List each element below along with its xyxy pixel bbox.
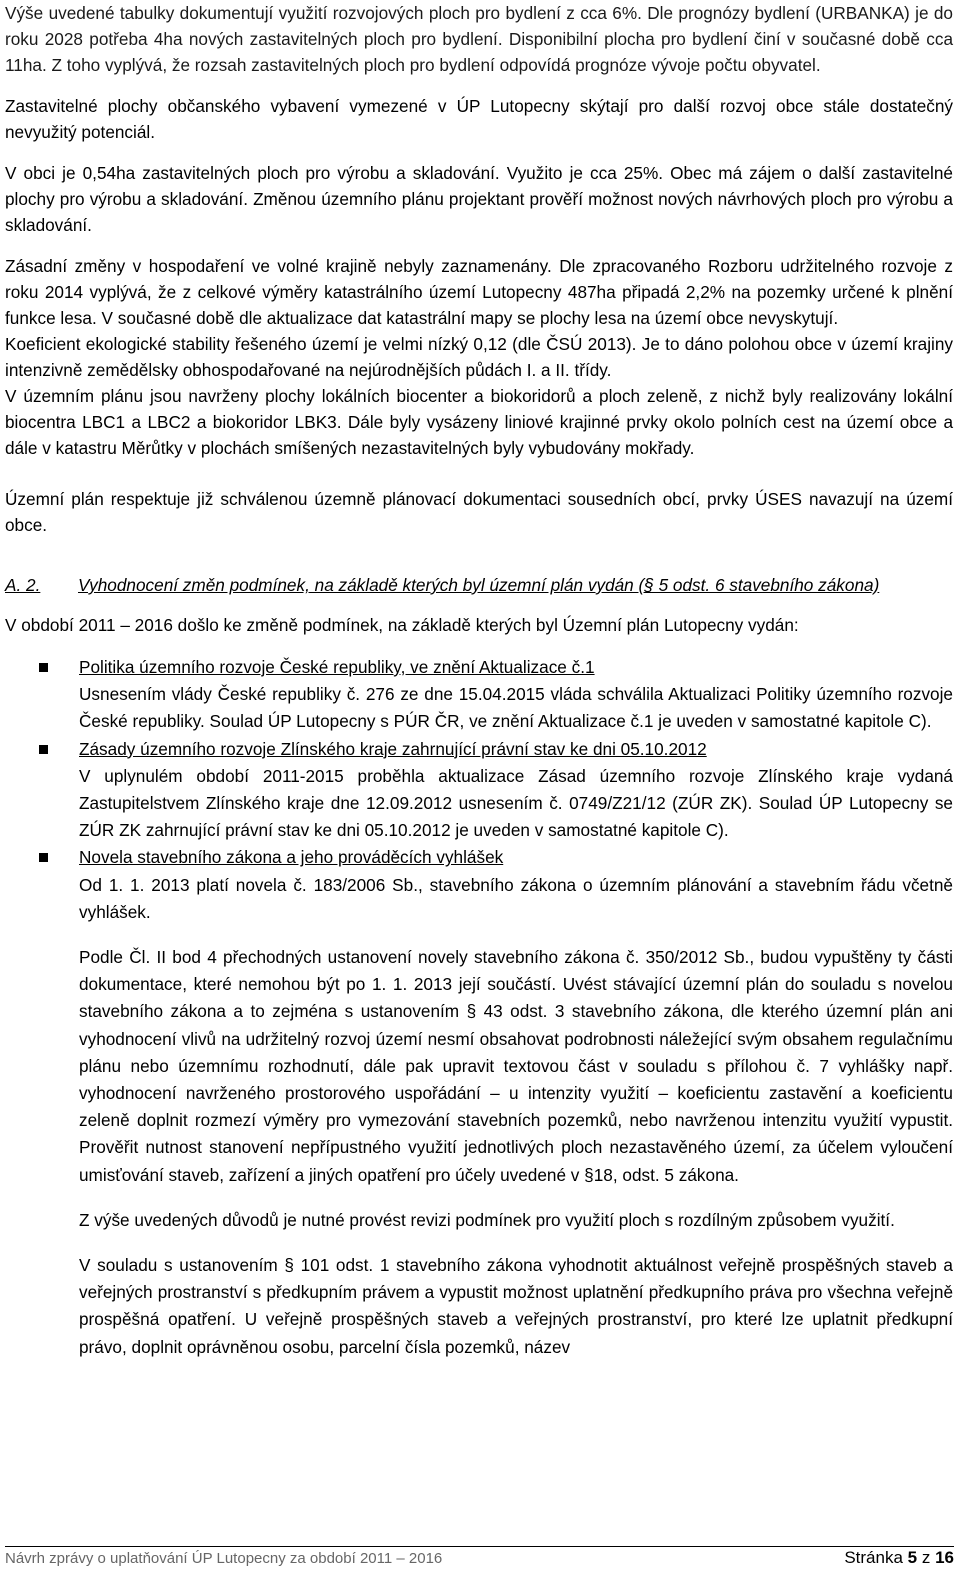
section-lead: V období 2011 – 2016 došlo ke změně podmínek, na základě kterých byl Územní plán Lutopecny vydán: bbox=[5, 615, 799, 635]
list-item-title: Politika územního rozvoje České republiky, ve znění Aktualizace č.1 bbox=[79, 657, 595, 677]
paragraph-production: V obci je 0,54ha zastavitelných ploch pro výrobu a skladování. Využito je cca 25%. Obec má zájem o další zastavitelné plochy pro výrobu a skladování. Změnou územního plánu projektant prověří možnost nových návrhových ploch pro výrobu a skladování. bbox=[5, 163, 953, 235]
section-number: A. 2. bbox=[5, 575, 41, 595]
intro-paragraph: Výše uvedené tabulky dokumentují využití rozvojových ploch pro bydlení z cca 6%. Dle prognózy bydlení (URBANKA) je do roku 2028 potřeba 4ha nových zastavitelných ploch pro bydlení. Disponibilní plocha pro bydlení činí v současné době cca 11ha. Z toho vyplývá, že rozsah zastavitelných ploch pro bydlení odpovídá prognóze vývoje počtu obyvatel. bbox=[5, 3, 953, 75]
footer-document-title: Návrh zprávy o uplatňování ÚP Lutopecny za období 2011 – 2016 bbox=[5, 1550, 443, 1567]
paragraph-neighbours: Územní plán respektuje již schválenou územně plánovací dokumentaci sousedních obcí, prvky ÚSES navazují na území obce. bbox=[5, 489, 953, 535]
section-title: Vyhodnocení změn podmínek, na základě kterých byl územní plán vydán (§ 5 odst. 6 stavebního zákona) bbox=[78, 575, 880, 595]
list-item-text: Usnesením vlády České republiky č. 276 ze dne 15.04.2015 vláda schválila Aktualizaci Politiky územního rozvoje České republiky. Soulad ÚP Lutopecny s PÚR ČR, ve znění Aktualizace č.1 je uveden v samostatné kapitole C). bbox=[79, 684, 953, 732]
list-item-text: V souladu s ustanovením § 101 odst. 1 stavebního zákona vyhodnotit aktuálnost veřejně prospěšných staveb a veřejných prostranství s předkupním právem a vypustit možnost uplatnění předkupního práva pro všechna veřejně prospěšná opatření. U veřejně prospěšných staveb a veřejných prostranství, pro které lze uplatnit předkupní právo, doplnit oprávněnou osobu, parcelní čísla pozemků, název bbox=[79, 1255, 953, 1357]
changes-list bbox=[5, 654, 953, 1361]
document-page bbox=[5, 0, 953, 1361]
page-number bbox=[844, 1547, 954, 1568]
page-label: Stránka bbox=[844, 1548, 903, 1567]
list-item-title: Novela stavebního zákona a jeho prováděcích vyhlášek bbox=[79, 847, 504, 868]
paragraph-civic-amenities: Zastavitelné plochy občanského vybavení vymezené v ÚP Lutopecny skýtají pro další rozvoj obce stále dostatečný nevyužitý potenciál. bbox=[5, 96, 953, 142]
list-item-text: Od 1. 1. 2013 platí novela č. 183/2006 Sb., stavebního zákona o územním plánování a stavebním řádu včetně vyhlášek. bbox=[79, 874, 953, 922]
paragraph-uses: V územním plánu jsou navrženy plochy lokálních biocenter a biokoridorů a ploch zeleně, z nichž byly realizovány lokální biocentra LBC1 a LBC2 a biokoridor LBK3. Dále byly vysázeny liniové krajinné prvky okolo polních cest na území obce a dále v katastru Měrůtky v plochách smíšených nezastavitelných byly vybudovány mokřady. bbox=[5, 386, 953, 458]
list-item bbox=[5, 844, 953, 1360]
list-item-text: Podle Čl. II bod 4 přechodných ustanovení novely stavebního zákona č. 350/2012 Sb., budou vypuštěny ty části dokumentace, které nemohou být po 1. 1. 2013 její součástí. Uvést stávající územní plán do souladu s novelou stavebního zákona a to zejména s ustanovením § 43 odst. 3 stavebního zákona, dle kterého územní plán ani vyhodnocení vlivů na udržitelný rozvoj území nesmí obsahovat podrobnosti náležející svým obsahem regulačnímu plánu nebo územnímu rozhodnutí, dále pak upravit textovou část v souladu s přílohou č. 7 vyhlášky např. vyhodnocení navrženého prostorového uspořádání – u intenzity využití – koeficientu zastavění a koeficientu zeleně doplnit rozmezí výměry pro vymezování stavebních pozemků, nebo navrženou intenzitu využití vypustit. Prověřit nutnost stanovení nepřípustného využití jednotlivých ploch nezastavěného území, za účelem vyloučení umisťování staveb, zařízení a jiných opatření pro účely uvedené v §18, odst. 5 zákona. bbox=[79, 947, 953, 1185]
paragraph-ecological-stability: Koeficient ekologické stability řešeného území je velmi nízký 0,12 (dle ČSÚ 2013). Je to dáno polohou obce v území krajiny intenzivně zemědělsky obhospodařované na nejúrodnějších půdách I. a II. třídy. bbox=[5, 334, 953, 380]
page-footer bbox=[5, 1546, 954, 1574]
bullet-square-icon bbox=[39, 853, 48, 862]
list-item-title: Zásady územního rozvoje Zlínského kraje zahrnující právní stav ke dni 05.10.2012 bbox=[79, 738, 707, 759]
page-total: 16 bbox=[935, 1548, 954, 1567]
list-item bbox=[5, 736, 953, 845]
paragraph-landscape: Zásadní změny v hospodaření ve volné krajině nebyly zaznamenány. Dle zpracovaného Rozboru udržitelného rozvoje z roku 2014 vyplývá, že z celkové výměry katastrálního území Lutopecny 487ha připadá 2,2% na pozemky určené k plnění funkce lesa. V současné době dle aktualizace dat katastrální mapy se plochy lesa na území obce nevyskytují. bbox=[5, 256, 953, 328]
list-item bbox=[5, 654, 953, 736]
list-item-text: Z výše uvedených důvodů je nutné provést revizi podmínek pro využití ploch s rozdílným způsobem využití. bbox=[79, 1209, 895, 1230]
page-separator: z bbox=[921, 1548, 931, 1567]
section-heading bbox=[5, 572, 953, 598]
page-current: 5 bbox=[907, 1548, 918, 1567]
bullet-square-icon bbox=[39, 663, 48, 672]
list-item-text: V uplynulém období 2011-2015 proběhla aktualizace Zásad územního rozvoje Zlínského kraje vydaná Zastupitelstvem Zlínského kraje dne 12.09.2012 usnesením č. 0749/Z21/12 (ZÚR ZK). Soulad ÚP Lutopecny se ZÚR ZK zahrnující právní stav ke dni 05.10.2012 je uveden v samostatné kapitole C). bbox=[79, 765, 953, 841]
bullet-square-icon bbox=[39, 745, 48, 754]
